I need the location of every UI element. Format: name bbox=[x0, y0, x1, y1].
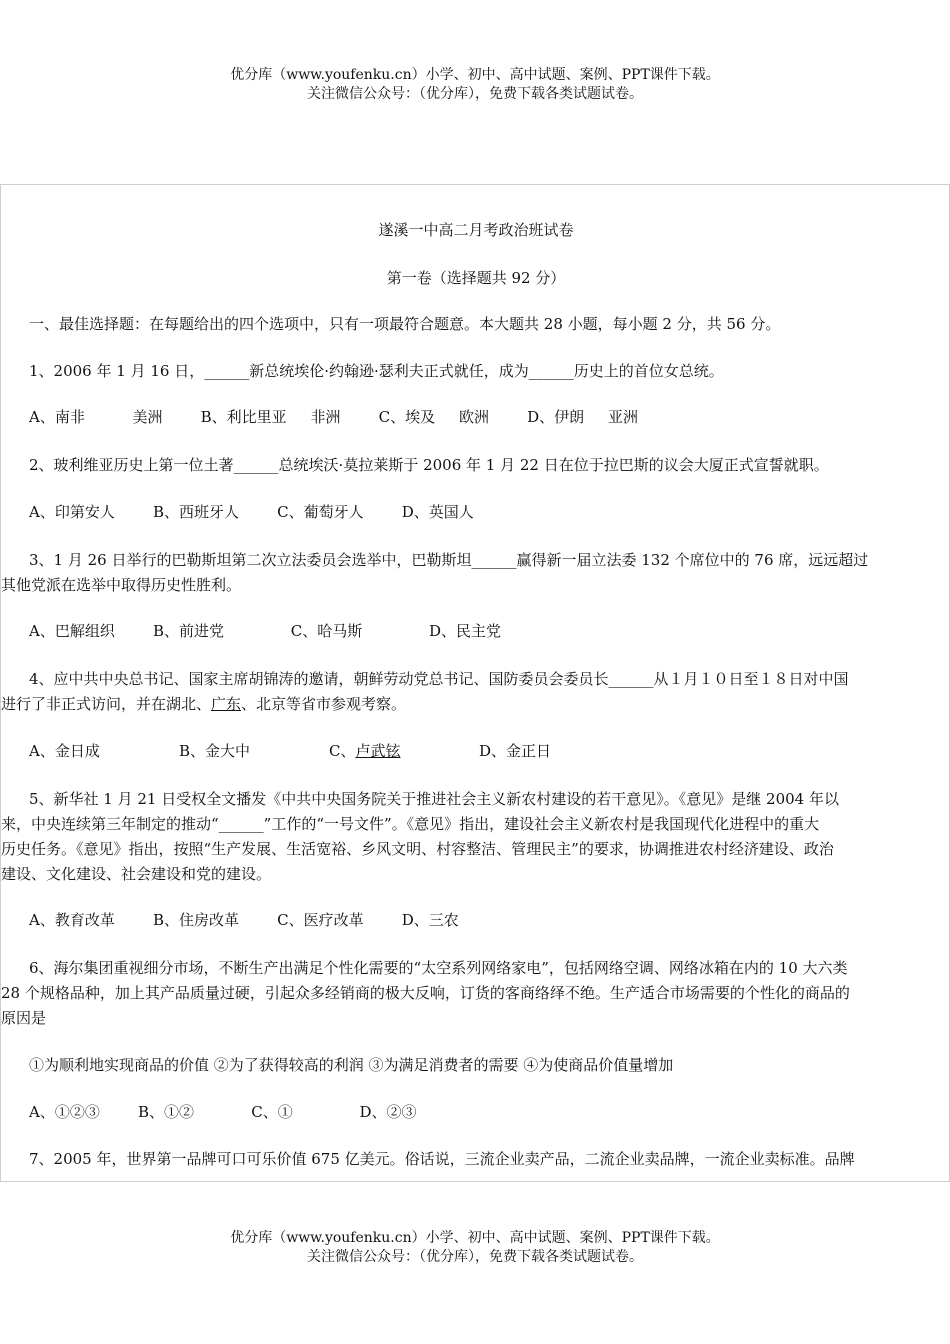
question-4-underlined-place: 广东 bbox=[211, 695, 242, 713]
question-4-option-d: D、金正日 bbox=[479, 742, 552, 760]
question-6-line-2: 28 个规格品种，加上其产品质量过硬，引起众多经销商的极大反响，订货的客商络绎不绝。生产适合市场需要的个性化的商品的 bbox=[1, 984, 850, 1002]
question-2-options: A、印第安人 B、西班牙人 C、葡萄牙人 D、英国人 bbox=[29, 503, 474, 521]
question-6-options: A、①②③ B、①② C、① D、②③ bbox=[29, 1103, 417, 1121]
question-4-option-c-underlined: 卢武铉 bbox=[355, 742, 401, 760]
question-5-options: A、教育改革 B、住房改革 C、医疗改革 D、三农 bbox=[29, 911, 459, 929]
question-5-line-3: 历史任务。《意见》指出，按照“生产发展、生活宽裕、乡风文明、村容整洁、管理民主”的要求，协调推进农村经济建设、政治 bbox=[1, 840, 834, 858]
question-4-line-2 bbox=[1, 692, 950, 717]
question-7: 7、2005 年，世界第一品牌可口可乐价值 675 亿美元。俗话说，三流企业卖产品，二流企业卖品牌，一流企业卖标准。品牌 bbox=[29, 1150, 855, 1168]
question-3 bbox=[1, 548, 950, 598]
question-4-option-b: B、金大中 bbox=[179, 742, 251, 760]
question-4-option-c-label: C、 bbox=[329, 742, 356, 760]
question-4-option-a: A、金日成 bbox=[29, 742, 100, 760]
header-line-1: 优分库（www.youfenku.cn）小学、初中、高中试题、案例、PPT课件下载。 bbox=[230, 67, 720, 83]
question-5-line-2: 来，中央连续第三年制定的推动“______”工作的“一号文件”。《意见》指出，建设社会主义新农村是我国现代化进程中的重大 bbox=[1, 815, 820, 833]
footer-line-1: 优分库（www.youfenku.cn）小学、初中、高中试题、案例、PPT课件下载。 bbox=[230, 1230, 720, 1246]
page-header bbox=[0, 66, 950, 104]
question-5 bbox=[1, 787, 950, 887]
question-6-statements: ①为顺利地实现商品的价值 ②为了获得较高的利润 ③为满足消费者的需要 ④为使商品价值量增加 bbox=[29, 1056, 674, 1074]
page-footer bbox=[0, 1229, 950, 1267]
doc-title: 遂溪一中高二月考政治班试卷 bbox=[378, 221, 574, 239]
question-4-line-1: 4、应中共中央总书记、国家主席胡锦涛的邀请，朝鲜劳动党总书记、国防委员会委员长______从１月１０日至１８日对中国 bbox=[29, 670, 849, 688]
footer-line-2: 关注微信公众号：（优分库），免费下载各类试题试卷。 bbox=[307, 1249, 643, 1265]
question-5-line-4: 建设、文化建设、社会建设和党的建设。 bbox=[1, 865, 272, 883]
header-line-2: 关注微信公众号：（优分库），免费下载各类试题试卷。 bbox=[307, 86, 643, 102]
question-2: 2、玻利维亚历史上第一位土著______总统埃沃·莫拉莱斯于 2006 年 1 月 22 日在位于拉巴斯的议会大厦正式宣誓就职。 bbox=[29, 456, 829, 474]
question-3-line-1: 3、1 月 26 日举行的巴勒斯坦第二次立法委员会选举中，巴勒斯坦______赢得新一届立法委 132 个席位中的 76 席，远远超过 bbox=[29, 551, 869, 569]
question-4-option-c bbox=[329, 740, 401, 761]
doc-subtitle: 第一卷（选择题共 92 分） bbox=[386, 269, 566, 287]
document-frame bbox=[0, 184, 950, 1182]
question-3-line-2: 其他党派在选举中取得历史性胜利。 bbox=[1, 576, 242, 594]
question-4 bbox=[1, 667, 950, 717]
section-instructions: 一、最佳选择题：在每题给出的四个选项中，只有一项最符合题意。本大题共 28 小题，每小题 2 分，共 56 分。 bbox=[29, 315, 781, 333]
question-6 bbox=[1, 956, 950, 1031]
question-4-text-a: 进行了非正式访问，并在湖北、 bbox=[1, 695, 212, 713]
question-3-options: A、巴解组织 B、前进党 C、哈马斯 D、民主党 bbox=[29, 622, 502, 640]
question-6-line-1: 6、海尔集团重视细分市场，不断生产出满足个性化需要的“太空系列网络家电”，包括网络空调、网络冰箱在内的 10 大六类 bbox=[29, 959, 848, 977]
question-1: 1、2006 年 1 月 16 日，______新总统埃伦·约翰逊·瑟利夫正式就任，成为______历史上的首位女总统。 bbox=[29, 362, 724, 380]
question-5-line-1: 5、新华社 1 月 21 日受权全文播发《中共中央国务院关于推进社会主义新农村建设的若干意见》。《意见》是继 2004 年以 bbox=[29, 790, 839, 808]
question-4-text-b: 、北京等省市参观考察。 bbox=[241, 695, 407, 713]
question-1-options: A、南非 美洲 B、利比里亚 非洲 C、埃及 欧洲 D、伊朗 亚洲 bbox=[29, 408, 638, 426]
question-6-line-3: 原因是 bbox=[1, 1009, 47, 1027]
